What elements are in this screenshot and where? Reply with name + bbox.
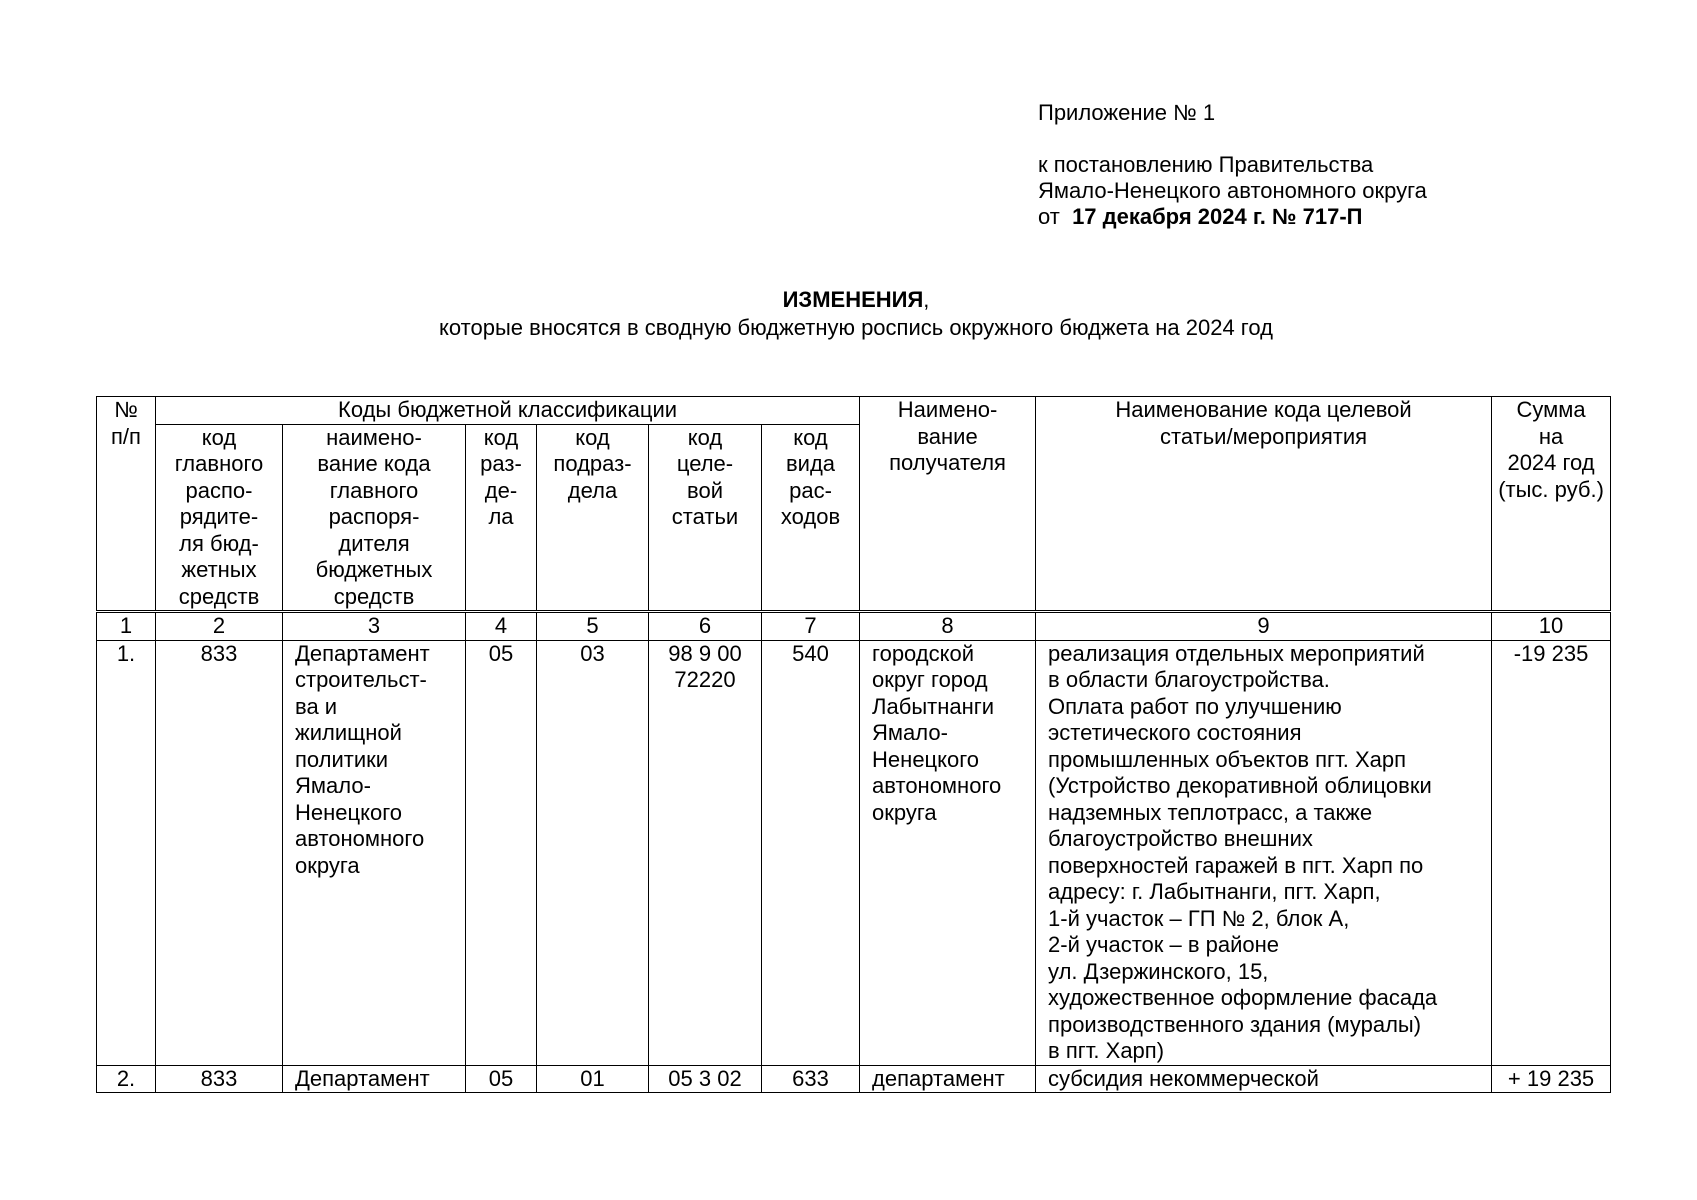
row-target: 98 9 00 72220: [649, 640, 762, 1065]
header-section: код раз- де- ла: [466, 424, 537, 612]
column-number: 6: [649, 612, 762, 641]
row-subsection: 03: [537, 640, 649, 1065]
title-comma: ,: [923, 287, 930, 312]
column-number: 8: [860, 612, 1036, 641]
row-purpose: реализация отдельных мероприятий в области благоустройства. Оплата работ по улучшению эстетического состояния промышленных объектов пгт. Харп (Устройство декоративной облицовки надземных теплотрасс, а также благоустройство внешних поверхностей гаражей в пгт. Харп по адресу: г. Лабытнанги, пгт. Харп, 1-й участок – ГП № 2, блок А, 2-й участок – в районе ул. Дзержинского, 15, художественное оформление фасада производственного здания (муралы) в пгт. Харп): [1036, 640, 1492, 1065]
header-num: № п/п: [97, 397, 156, 612]
row-section: 05: [466, 1065, 537, 1093]
row-code: 833: [156, 640, 283, 1065]
row-code: 833: [156, 1065, 283, 1093]
row-sum: -19 235: [1492, 640, 1611, 1065]
row-num: 1.: [97, 640, 156, 1065]
header-name-grbs: наимено- вание кода главного распоря- дителя бюджетных средств: [283, 424, 466, 612]
column-number: 4: [466, 612, 537, 641]
annex-number: Приложение № 1: [1038, 100, 1216, 125]
row-exp-type: 633: [762, 1065, 860, 1093]
column-number: 10: [1492, 612, 1611, 641]
column-number: 2: [156, 612, 283, 641]
row-section: 05: [466, 640, 537, 1065]
annex-block: [1038, 100, 1427, 230]
annex-date-line: [1038, 204, 1427, 230]
budget-changes-table: [96, 396, 1611, 1093]
title-subtitle: которые вносятся в сводную бюджетную роспись окружного бюджета на 2024 год: [439, 315, 1273, 340]
header-purpose: Наименование кода целевой статьи/мероприятия: [1036, 397, 1492, 612]
header-subsection: код подраз- дела: [537, 424, 649, 612]
annex-date: 17 декабря 2024 г. № 717-П: [1072, 204, 1363, 229]
row-name: Департамент строительст- ва и жилищной политики Ямало- Ненецкого автономного округа: [283, 640, 466, 1065]
row-sum: + 19 235: [1492, 1065, 1611, 1093]
row-recipient: городской округ город Лабытнанги Ямало- Ненецкого автономного округа: [860, 640, 1036, 1065]
row-num: 2.: [97, 1065, 156, 1093]
column-number: 9: [1036, 612, 1492, 641]
column-number: 1: [97, 612, 156, 641]
header-row-1: [97, 397, 1611, 425]
row-target: 05 3 02: [649, 1065, 762, 1093]
column-number: 3: [283, 612, 466, 641]
table-row: [97, 640, 1611, 1065]
header-recipient: Наимено- вание получателя: [860, 397, 1036, 612]
header-code-grbs: код главного распо- рядите- ля бюд- жетных средств: [156, 424, 283, 612]
title-main: ИЗМЕНЕНИЯ: [782, 287, 924, 312]
row-subsection: 01: [537, 1065, 649, 1093]
column-number: 7: [762, 612, 860, 641]
row-purpose: субсидия некоммерческой: [1036, 1065, 1492, 1093]
table-row: [97, 1065, 1611, 1093]
annex-government: Ямало-Ненецкого автономного округа: [1038, 178, 1427, 203]
document-title: [96, 286, 1616, 342]
header-codes-group: Коды бюджетной классификации: [156, 397, 860, 425]
column-numbers-row: [97, 612, 1611, 641]
row-recipient: департамент: [860, 1065, 1036, 1093]
row-name: Департамент: [283, 1065, 466, 1093]
column-number: 5: [537, 612, 649, 641]
header-target: код целе- вой статьи: [649, 424, 762, 612]
annex-resolution: к постановлению Правительства: [1038, 152, 1374, 177]
row-exp-type: 540: [762, 640, 860, 1065]
header-sum: Сумма на 2024 год (тыс. руб.): [1492, 397, 1611, 612]
header-exp-type: код вида рас- ходов: [762, 424, 860, 612]
annex-date-prefix: от: [1038, 204, 1060, 229]
